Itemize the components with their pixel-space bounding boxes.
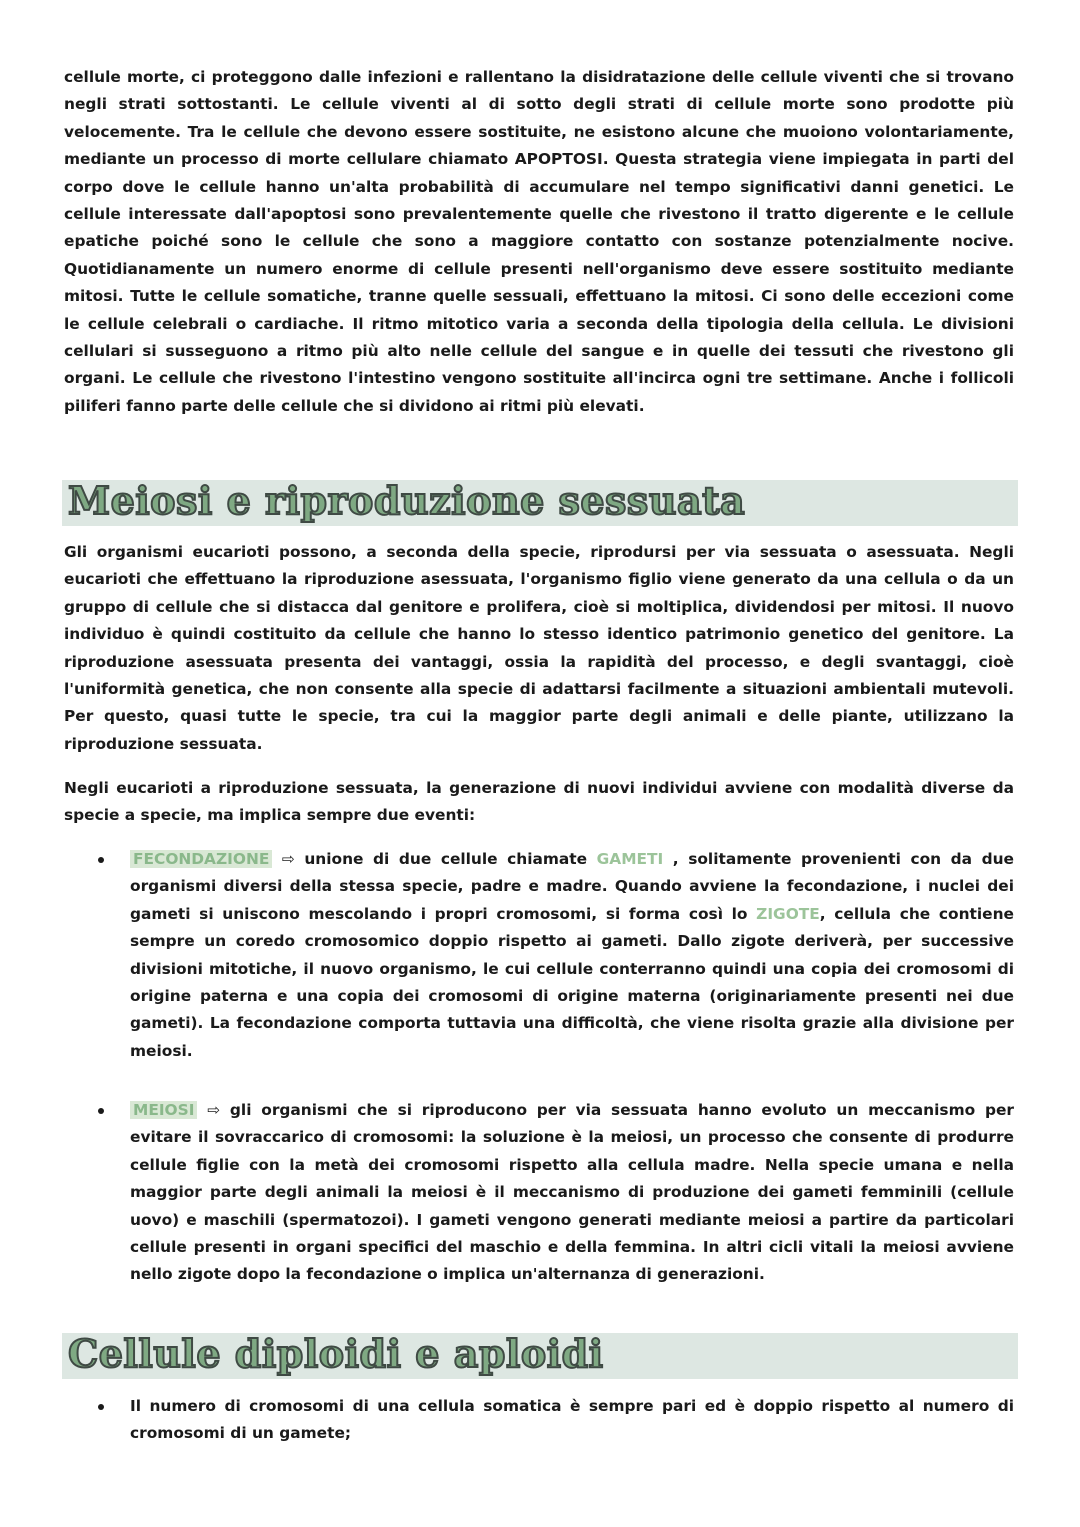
meiosi-paragraph-1: Gli organismi eucarioti possono, a seconda della specie, riprodursi per via sessuata o asessuata. Negli eucarioti che effettuano la riproduzione asessuata, l'organismo figlio viene generato da una cellula o da un gruppo di cellule che si distacca dal genitore e prolifera, cioè si moltiplica, dividendosi per mitosi. Il nuovo individuo è quindi costituito da cellule che hanno lo stesso identico patrimonio genetico del genitore. La riproduzione asessuata presenta dei vantaggi, ossia la rapidità del processo, e degli svantaggi, cioè l'uniformità genetica, che non consente alla specie di adattarsi facilmente a situazioni ambientali mutevoli. Per questo, quasi tutte le specie, tra cui la maggior parte degli animali e delle piante, utilizzano la riproduzione sessuata. xyxy=(64,543,1014,753)
term-fecondazione: FECONDAZIONE xyxy=(130,850,272,868)
arrow-right-icon: ⇨ xyxy=(281,850,295,868)
term-zigote: ZIGOTE xyxy=(756,904,820,923)
section-heading-cellule xyxy=(62,1333,1018,1379)
fecondazione-text-a: unione di due cellule chiamate xyxy=(294,850,597,868)
fecondazione-text-b: , solitamente provenienti con da due organismi diversi della stessa specie, padre e madre. Quando avviene la fecondazione, i nuclei dei gameti si uniscono mescolando i propri cromosomi, si forma così lo xyxy=(130,850,1014,923)
bullet-dot xyxy=(98,1108,104,1114)
bullet-cellula-somatica xyxy=(130,1393,1014,1448)
arrow-right-icon: ⇨ xyxy=(207,1101,221,1119)
term-gameti: GAMETI xyxy=(596,850,664,868)
bullet-dot xyxy=(98,857,104,863)
fecondazione-text-c: , cellula che contiene sempre un coredo cromosomico doppio rispetto ai gameti. Dallo zigote deriverà, per successive divisioni mitotiche, il nuovo organismo, le cui cellule conterranno quindi una copia dei cromosomi di origine paterna e una copia dei cromosomi di origine materna (originariamente presenti nei due gameti). La fecondazione comporta tuttavia una difficoltà, che viene risolta grazie alla divisione per meiosi. xyxy=(130,904,1014,1060)
term-meiosi: MEIOSI xyxy=(130,1101,197,1119)
intro-paragraph: cellule morte, ci proteggono dalle infezioni e rallentano la disidratazione delle cellule viventi che si trovano negli strati sottostanti. Le cellule viventi al di sotto degli strati di cellule morte sono prodotte più velocemente. Tra le cellule che devono essere sostituite, ne esistono alcune che muoiono volontariamente, mediante un processo di morte cellulare chiamato APOPTOSI. Questa strategia viene impiegata in parti del corpo dove le cellule hanno un'alta probabilità di accumulare nel tempo significativi danni genetici. Le cellule interessate dall'apoptosi sono prevalentemente quelle che rivestono il tratto digerente e le cellule epatiche poiché sono le cellule che sono a maggiore contatto con sostanze potenzialmente nocive. Quotidianamente un numero enorme di cellule presenti nell'organismo deve essere sostituito mediante mitosi. Tutte le cellule somatiche, tranne quelle sessuali, effettuano la mitosi. Ci sono delle eccezioni come le cellule celebrali o cardiache. Il ritmo mitotico varia a seconda della tipologia della cellula. Le divisioni cellulari si susseguono a ritmo più alto nelle cellule del sangue e in quelle dei tessuti che rivestono gli organi. Le cellule che rivestono l'intestino vengono sostituite all'incirca ogni tre settimane. Anche i follicoli piliferi fanno parte delle cellule che si dividono ai ritmi più elevati. xyxy=(64,68,1014,415)
cellula-somatica-text: Il numero di cromosomi di una cellula somatica è sempre pari ed è doppio rispetto al numero di cromosomi di un gamete; xyxy=(130,1397,1014,1443)
section-heading-meiosi-text: Meiosi e riproduzione sessuata xyxy=(68,478,746,523)
meiosi-paragraph-2: Negli eucarioti a riproduzione sessuata, la generazione di nuovi individui avviene con modalità diverse da specie a specie, ma implica sempre due eventi: xyxy=(64,779,1014,825)
bullet-fecondazione xyxy=(130,846,1014,1065)
bullet-meiosi xyxy=(130,1097,1014,1289)
section-heading-meiosi xyxy=(62,480,1018,526)
meiosi-text: gli organismi che si riproducono per via sessuata hanno evoluto un meccanismo per evitare il sovraccarico di cromosomi: la soluzione è la meiosi, un processo che consente di produrre cellule figlie con la metà dei cromosomi rispetto alla cellula madre. Nella specie umana e nella maggior parte degli animali la meiosi è il meccanismo di produzione dei gameti femminili (cellule uovo) e maschili (spermatozoi). I gameti vengono generati mediante meiosi a partire da particolari cellule presenti in organi specifici del maschio e della femmina. In altri cicli vitali la meiosi avviene nello zigote dopo la fecondazione o implica un'alternanza di generazioni. xyxy=(130,1101,1014,1284)
section-heading-cellule-text: Cellule diploidi e aploidi xyxy=(68,1331,604,1376)
bullet-dot xyxy=(98,1404,104,1410)
